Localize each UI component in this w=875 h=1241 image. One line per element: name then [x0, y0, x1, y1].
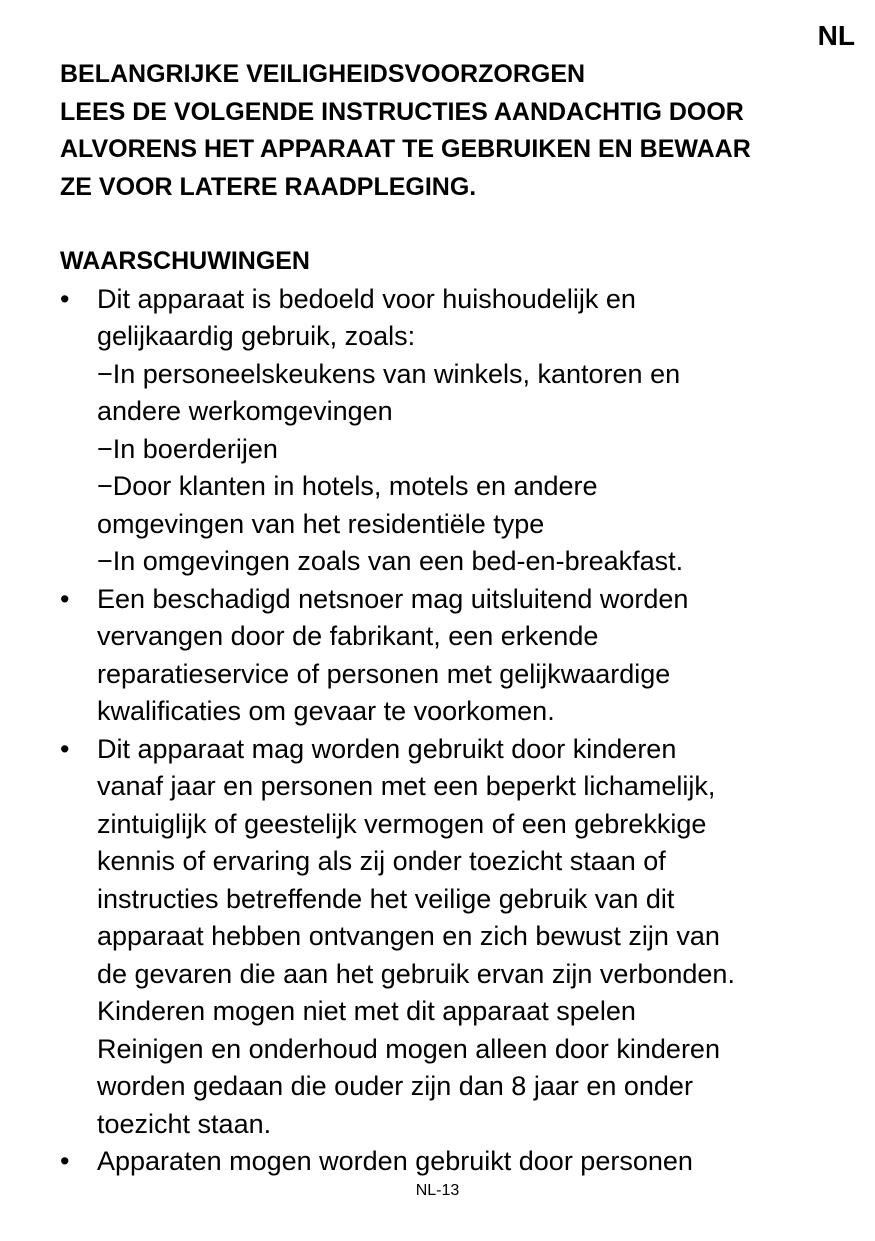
bullet-icon: •: [60, 583, 70, 614]
warning-line: kennis of ervaring als zij onder toezicht staan of: [97, 846, 666, 876]
warning-line: Apparaten mogen worden gebruikt door personen: [97, 1146, 693, 1176]
warning-line: reparatieservice of personen met gelijkwaardige: [97, 658, 671, 689]
warning-line: de gevaren die aan het gebruik ervan zijn verbonden.: [97, 958, 735, 989]
warning-line: vanaf jaar en personen met een beperkt lichamelijk,: [97, 771, 716, 801]
warning-line: Kinderen mogen niet met dit apparaat spelen: [97, 996, 636, 1026]
intro-line: ZE VOOR LATERE RAADPLEGING.: [60, 172, 477, 201]
warning-item: [60, 281, 860, 581]
intro-line: BELANGRIJKE VEILIGHEIDSVOORZORGEN: [60, 60, 586, 88]
bullet-icon: •: [60, 733, 70, 764]
warning-line: instructies betreffende het veilige gebruik van dit: [97, 883, 675, 914]
warning-line: −In personeelskeukens van winkels, kantoren en: [97, 358, 681, 389]
warning-line: Een beschadigd netsnoer mag uitsluitend worden: [97, 583, 689, 614]
document-body: [60, 56, 860, 1181]
warning-line: toezicht staan.: [97, 1108, 272, 1139]
warning-line: apparaat hebben ontvangen en zich bewust zijn van: [97, 921, 720, 951]
bullet-icon: •: [60, 283, 70, 314]
warning-line: Reinigen en onderhoud mogen alleen door kinderen: [97, 1033, 720, 1064]
intro-line: ALVORENS HET APPARAAT TE GEBRUIKEN EN BEWAAR: [60, 135, 751, 163]
warning-item: [60, 1143, 860, 1181]
warning-line: gelijkaardig gebruik, zoals:: [97, 321, 416, 351]
language-tag: NL: [817, 20, 855, 51]
bullet-icon: •: [60, 1146, 70, 1176]
warning-item: [60, 731, 860, 1144]
warning-line: −Door klanten in hotels, motels en andere: [97, 471, 598, 501]
intro-line: LEES DE VOLGENDE INSTRUCTIES AANDACHTIG DOOR: [60, 97, 744, 126]
warning-line: −In omgevingen zoals van een bed-en-breakfast.: [97, 546, 684, 576]
warning-line: omgevingen van het residentiële type: [97, 508, 545, 539]
warnings-list: [60, 281, 860, 1181]
warning-line: Dit apparaat mag worden gebruikt door kinderen: [97, 733, 677, 764]
warning-line: Dit apparaat is bedoeld voor huishoudelijk en: [97, 283, 636, 314]
safety-heading: [60, 56, 860, 206]
warning-line: worden gedaan die ouder zijn dan 8 jaar en onder: [97, 1071, 693, 1101]
warning-line: vervangen door de fabrikant, een erkende: [97, 621, 599, 651]
warning-line: −In boerderijen: [97, 433, 278, 464]
page-number: NL-13: [415, 1182, 460, 1199]
warning-item: [60, 581, 860, 731]
warning-line: zintuiglijk of geestelijk vermogen of een gebrekkige: [97, 808, 707, 839]
warning-line: andere werkomgevingen: [97, 396, 393, 426]
warnings-title: WAARSCHUWINGEN: [60, 247, 310, 275]
warning-line: kwalificaties om gevaar te voorkomen.: [97, 696, 555, 726]
